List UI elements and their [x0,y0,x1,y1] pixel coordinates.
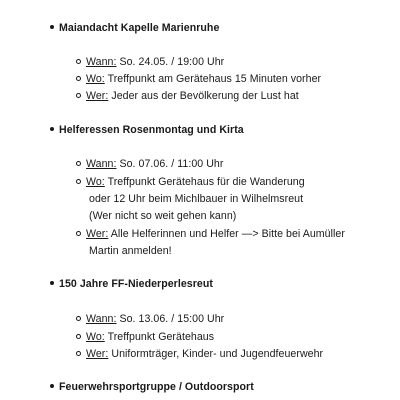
circle-bullet-icon [76,179,81,184]
who-label: Wer: [86,348,109,360]
where-continuation: oder 12 Uhr beim Michlbauer in Wilhelmsreut [89,193,304,205]
where-label: Wo: [86,73,105,85]
circle-bullet-icon [76,93,81,98]
event-title-text: Feuerwehrsportgruppe / Outdoorsport [59,381,254,393]
where-label: Wo: [86,176,105,188]
event-title-text: 150 Jahre FF-Niederperlesreut [59,278,213,290]
where-value: Treffpunkt am Gerätehaus 15 Minuten vorher [104,73,322,85]
circle-bullet-icon [76,231,81,236]
circle-bullet-icon [76,59,81,64]
when-value: So. 24.05. / 19:00 Uhr [116,56,225,68]
who-label: Wer: [86,90,109,102]
who-continuation: Martin anmelden! [89,245,172,257]
who-value: Alle Helferinnen und Helfer —> Bitte bei Aumüller [108,228,345,240]
event-where [76,329,214,346]
who-value: Jeder aus der Bevölkerung der Lust hat [108,90,299,102]
event-title-text: Maiandacht Kapelle Marienruhe [59,22,220,34]
where-continuation: (Wer nicht so weit gehen kann) [89,210,237,222]
circle-bullet-icon [76,334,81,339]
event-title-feuerwehrsport [50,381,254,393]
bullet-icon [50,384,54,388]
when-label: Wann: [86,313,117,325]
circle-bullet-icon [76,351,81,356]
bullet-icon [50,25,54,29]
who-label: Wer: [86,228,109,240]
bullet-icon [50,281,54,285]
event-where [76,174,305,191]
bullet-icon [50,127,54,131]
where-label: Wo: [86,331,105,343]
when-value: So. 07.06. / 11:00 Uhr [116,158,224,170]
event-title-150-jahre [50,278,213,290]
when-value: So. 13.06. / 15:00 Uhr [116,313,225,325]
event-when [76,156,223,173]
event-who [76,226,345,243]
circle-bullet-icon [76,76,81,81]
circle-bullet-icon [76,161,81,166]
event-who [76,88,299,105]
event-when [76,311,224,328]
event-where [76,71,321,88]
circle-bullet-icon [76,316,81,321]
event-who [76,346,323,363]
event-title-text: Helferessen Rosenmontag und Kirta [59,124,244,136]
event-when [76,54,224,71]
when-label: Wann: [86,158,117,170]
event-title-maiandacht [50,22,219,34]
event-title-helferessen [50,124,244,136]
who-value: Uniformträger, Kinder- und Jugendfeuerwehr [108,348,324,360]
where-value: Treffpunkt Gerätehaus [104,331,215,343]
when-label: Wann: [86,56,117,68]
where-value: Treffpunkt Gerätehaus für die Wanderung [104,176,305,188]
